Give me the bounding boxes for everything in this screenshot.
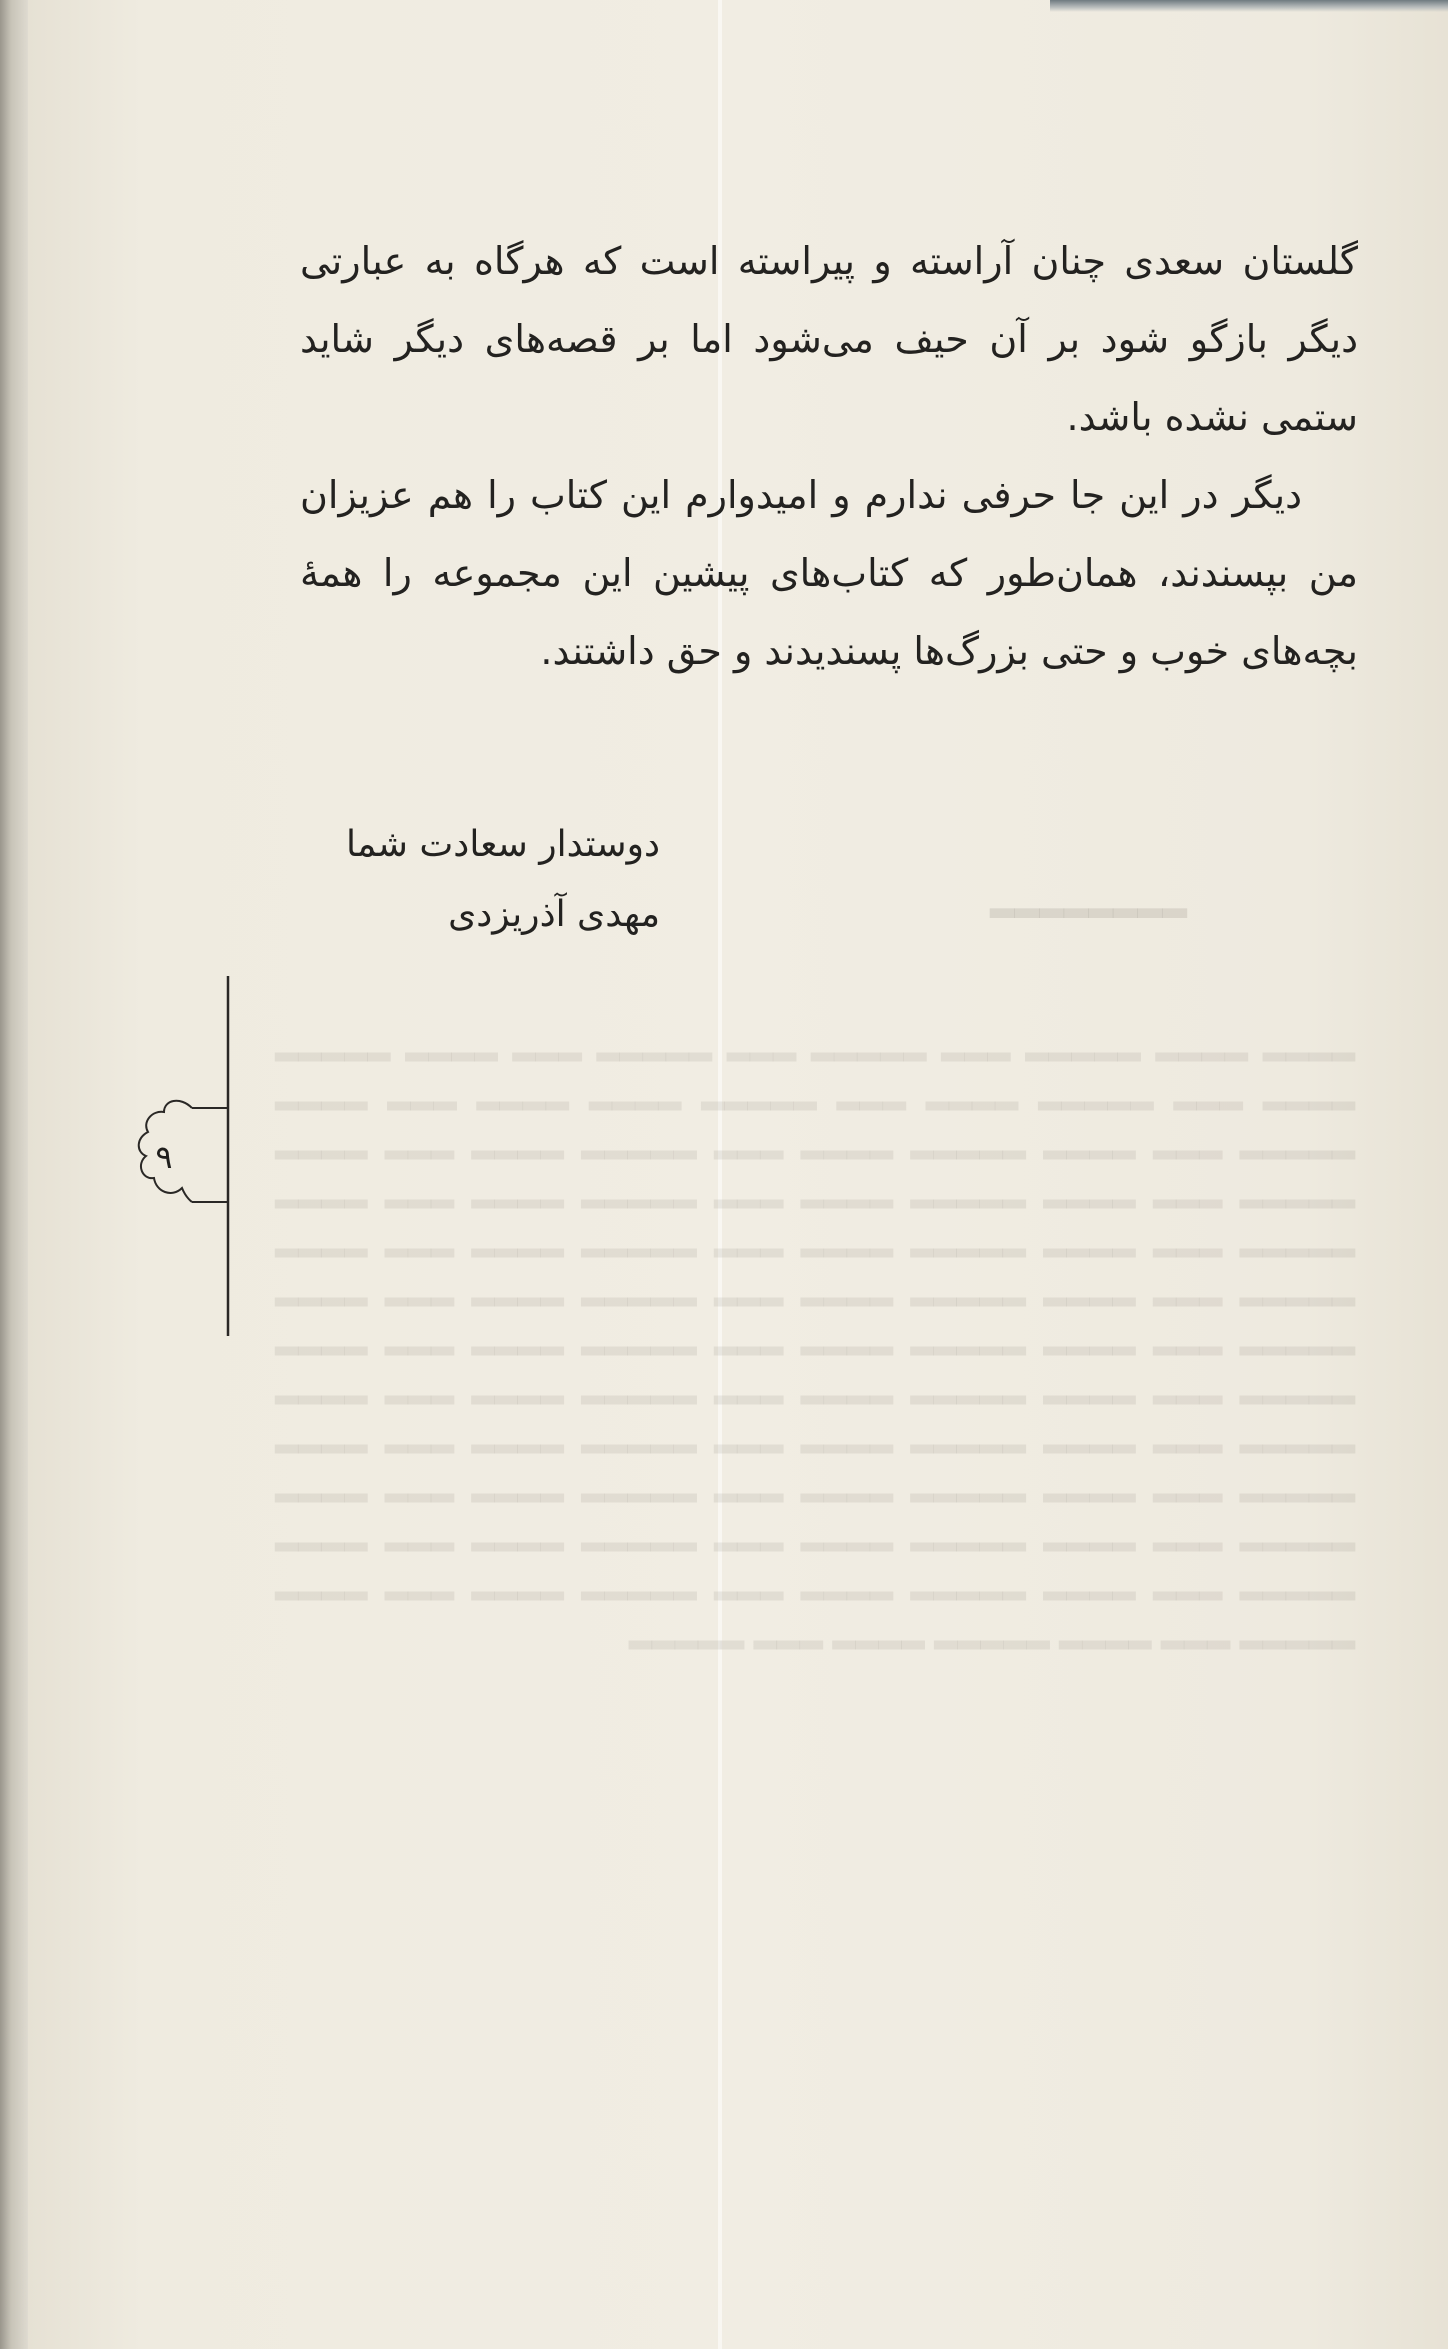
page-number: ۹ bbox=[155, 1138, 173, 1176]
bleed-through-heading: ▂▂▂▂▂▂▂▂ bbox=[990, 880, 1187, 918]
signature-closing: دوستدار سعادت شما bbox=[346, 824, 660, 865]
paragraph-gulistan: گلستان سعدی چنان آراسته و پیراسته است که هرگاه به عبارتی دیگر بازگو شود بر آن حیف می‌شود اما بر قصه‌های دیگر شاید ستمی نشده باشد. bbox=[300, 239, 1358, 439]
book-gutter-edge bbox=[0, 0, 28, 2349]
bleed-through-text: ▂▂▂▂ ▂▂▂▂ ▂▂▂▂▂ ▂▂▂ ▂▂▂▂▂ ▂▂▂ ▂▂▂▂▂ ▂▂▂ ▂▂▂▂ ▂▂▂▂▂ ▂▂▂▂ ▂▂▂ ▂▂▂▂▂ ▂▂▂▂ ▂▂▂ ▂▂▂▂▂ ▂▂▂▂ ▂▂▂▂ ▂▂▂ ▂▂▂▂ ▂▂▂▂▂ ▂▂▂ ▂▂▂▂ ▂▂▂▂▂ ▂▂▂▂ ▂▂▂ ▂▂▂▂▂ ▂▂▂▂ ▂▂▂ ▂▂▂▂ ▂▂▂▂▂ ▂▂▂ ▂▂▂▂ ▂▂▂▂▂ ▂▂▂▂ ▂▂▂ ▂▂▂▂▂ ▂▂▂▂ ▂▂▂ ▂▂▂▂ ▂▂▂▂▂ ▂▂▂ ▂▂▂▂ ▂▂▂▂▂ ▂▂▂▂ ▂▂▂ ▂▂▂▂▂ ▂▂▂▂ ▂▂▂ ▂▂▂▂ ▂▂▂▂▂ ▂▂▂ ▂▂▂▂ ▂▂▂▂▂ ▂▂▂▂ ▂▂▂ ▂▂▂▂▂ ▂▂▂▂ ▂▂▂ ▂▂▂▂ ▂▂▂▂▂ ▂▂▂ ▂▂▂▂ ▂▂▂▂▂ ▂▂▂▂ ▂▂▂ ▂▂▂▂▂ ▂▂▂▂ ▂▂▂ ▂▂▂▂ ▂▂▂▂▂ ▂▂▂ ▂▂▂▂ ▂▂▂▂▂ ▂▂▂▂ ▂▂▂ ▂▂▂▂▂ ▂▂▂▂ ▂▂▂ ▂▂▂▂ ▂▂▂▂▂ ▂▂▂ ▂▂▂▂ ▂▂▂▂▂ ▂▂▂▂ ▂▂▂ ▂▂▂▂▂ ▂▂▂▂ ▂▂▂ ▂▂▂▂ ▂▂▂▂▂ ▂▂▂ ▂▂▂▂ ▂▂▂▂▂ ▂▂▂▂ ▂▂▂ ▂▂▂▂▂ ▂▂▂▂ ▂▂▂ ▂▂▂▂ ▂▂▂▂▂ ▂▂▂ ▂▂▂▂ ▂▂▂▂▂ ▂▂▂▂ ▂▂▂ ▂▂▂▂▂ ▂▂▂▂ ▂▂▂ ▂▂▂▂ ▂▂▂▂▂ ▂▂▂ ▂▂▂▂ ▂▂▂▂▂ ▂▂▂▂ ▂▂▂ ▂▂▂▂▂ ▂▂▂▂ ▂▂▂ ▂▂▂▂ ▂▂▂▂▂ ▂▂▂ ▂▂▂▂ ▂▂▂▂▂ ▂▂▂▂ ▂▂▂ ▂▂▂▂▂ bbox=[275, 1027, 1355, 1650]
paragraph-closing-wish: دیگر در این جا حرفی ندارم و امیدوارم این کتاب را هم عزیزان من بپسندند، همان‌طور که کتاب‌های پیشین این مجموعه را همهٔ بچه‌های خوب و حتی بزرگ‌ها پسندیدند و حق داشتند. bbox=[300, 473, 1358, 673]
page-top-shadow bbox=[1050, 0, 1448, 12]
main-text bbox=[300, 222, 1358, 690]
signature-author: مهدی آذریزدی bbox=[448, 894, 660, 935]
signature-block bbox=[300, 810, 660, 950]
